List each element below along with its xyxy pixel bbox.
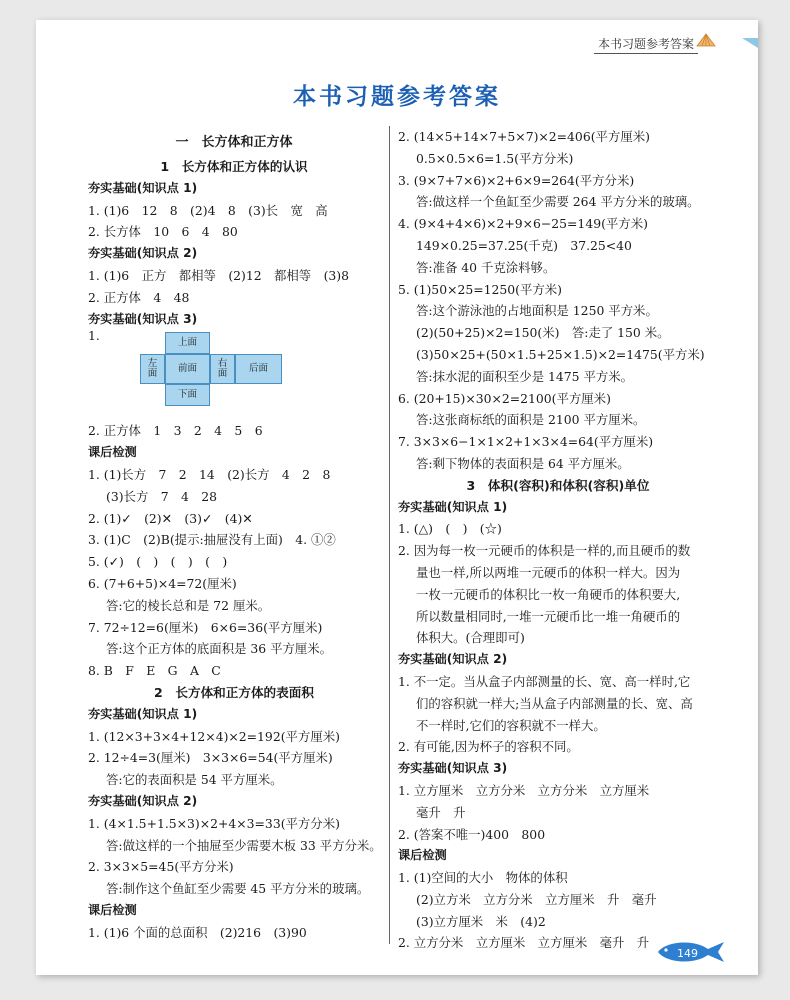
answer-line: 3. (1)C (2)B(提示:抽屉没有上面) 4. ①②	[88, 532, 336, 548]
answer-line: 7. 3×3×6−1×1×2+1×3×4=64(平方厘米)	[398, 434, 654, 450]
subsection-heading: 夯实基础(知识点 1)	[398, 499, 508, 514]
answer-line: 2. (14×5+14×7+5×7)×2=406(平方厘米)	[398, 129, 650, 144]
answer-line: 1. 不一定。当从盒子内部测量的长、宽、高一样时,它	[398, 673, 691, 689]
answer-line: 一枚一元硬币的体积比一枚一角硬币的体积要大,	[416, 586, 681, 602]
net-face-top: 上面	[165, 332, 210, 354]
answer-line: 答:这个游泳池的占地面积是 1250 平方米。	[416, 303, 658, 319]
answer-line: 量也一样,所以两堆一元硬币的体积一样大。因为	[416, 564, 681, 580]
subsection-heading: 夯实基础(知识点 3)	[398, 761, 508, 776]
subsection-heading: 夯实基础(知识点 1)	[88, 180, 198, 195]
chapter-heading: 一 长方体和正方体	[175, 135, 293, 150]
answer-number: 1.	[88, 328, 100, 344]
shell-icon	[696, 33, 716, 47]
answer-line: 2. 有可能,因为杯子的容积不同。	[398, 739, 579, 755]
answer-line: 0.5×0.5×6=1.5(平方分米)	[416, 150, 574, 166]
subsection-heading: 课后检测	[398, 848, 447, 863]
answer-line: 5. (✓) ( ) ( ) ( )	[88, 554, 228, 570]
page-title: 本书习题参考答案	[293, 84, 501, 110]
answer-line: 1. (1)6 12 8 (2)4 8 (3)长 宽 高	[88, 202, 328, 218]
answer-line: 答:它的表面积是 54 平方厘米。	[106, 772, 283, 788]
net-face-bottom: 下面	[165, 384, 210, 406]
net-face-left: 左面	[140, 354, 165, 384]
left-column	[88, 130, 380, 944]
answer-line: 答:这个正方体的底面积是 36 平方厘米。	[106, 641, 333, 657]
subsection-heading: 夯实基础(知识点 2)	[88, 793, 198, 808]
answer-line: 答:准备 40 千克涂料够。	[416, 259, 556, 275]
answer-line: 2. 因为每一枚一元硬币的体积是一样的,而且硬币的数	[398, 543, 691, 559]
answer-line: 2. 长方体 10 6 4 80	[88, 224, 238, 240]
subsection-heading: 课后检测	[88, 902, 137, 917]
answer-line: 答:做这样的一个抽屉至少需要木板 33 平方分米。	[106, 837, 382, 853]
answer-line: 毫升 升	[416, 804, 466, 820]
net-face-back: 后面	[235, 354, 282, 384]
answer-line: 2. (答案不唯一)400 800	[398, 826, 546, 842]
answer-line: 1. (4×1.5+1.5×3)×2+4×3=33(平方分米)	[88, 815, 340, 831]
answer-line: 149×0.25=37.25(千克) 37.25<40	[416, 237, 632, 253]
answer-line: 1. (1)空间的大小 物体的体积	[398, 870, 568, 886]
answer-line: 7. 72÷12=6(厘米) 6×6=36(平方厘米)	[88, 619, 323, 635]
section-heading: 2 长方体和正方体的表面积	[154, 684, 314, 700]
subsection-heading: 夯实基础(知识点 3)	[88, 311, 198, 326]
net-face-right: 右面	[210, 354, 235, 384]
answer-line: (3)长方 7 4 28	[106, 488, 218, 504]
subsection-heading: 夯实基础(知识点 1)	[88, 706, 198, 721]
answer-line: 2. 3×3×5=45(平方分米)	[88, 859, 234, 875]
answer-line: 答:抹水泥的面积至少是 1475 平方米。	[416, 368, 634, 384]
corner-decoration	[742, 38, 758, 48]
answer-line: 2. 立方分米 立方厘米 立方厘米 毫升 升	[398, 935, 650, 951]
answer-line: (2)(50+25)×2=150(米) 答:走了 150 米。	[416, 325, 670, 341]
net-face-front: 前面	[165, 354, 210, 384]
page-number: 149	[677, 947, 698, 960]
answer-line: 6. (20+15)×30×2=2100(平方厘米)	[398, 390, 611, 406]
answer-line: 不一样时,它们的容积就不一样大。	[416, 717, 606, 733]
answer-line: 1. (1)6 个面的总面积 (2)216 (3)90	[88, 924, 307, 940]
running-header: 本书习题参考答案	[594, 35, 698, 54]
right-column	[398, 126, 718, 954]
answer-line: 答:这张商标纸的面积是 2100 平方厘米。	[416, 412, 646, 428]
column-divider	[389, 126, 390, 944]
answer-line: 体积大。(合理即可)	[416, 630, 525, 646]
answer-line: 6. (7+6+5)×4=72(厘米)	[88, 575, 237, 591]
answer-line: 答:做这样一个鱼缸至少需要 264 平方分米的玻璃。	[416, 194, 700, 210]
answer-line: 2. (1)✓ (2)✕ (3)✓ (4)✕	[88, 510, 253, 526]
answer-line: 答:它的棱长总和是 72 厘米。	[106, 597, 271, 613]
subsection-heading: 夯实基础(知识点 2)	[398, 652, 508, 667]
answer-line: 2. 正方体 4 48	[88, 289, 190, 305]
answer-line: 1. (12×3+3×4+12×4)×2=192(平方厘米)	[88, 728, 340, 744]
section-heading: 3 体积(容积)和体积(容积)单位	[466, 477, 650, 493]
cube-net-diagram	[88, 330, 380, 420]
answer-line: 1. 立方厘米 立方分米 立方分米 立方厘米	[398, 782, 650, 798]
answer-line: (2)立方米 立方分米 立方厘米 升 毫升	[416, 891, 657, 907]
section-heading: 1 长方体和正方体的认识	[160, 159, 308, 174]
answer-line: (3)50×25+(50×1.5+25×1.5)×2=1475(平方米)	[416, 346, 705, 362]
answer-line: 8. B F E G A C	[88, 663, 221, 679]
textbook-page	[36, 20, 758, 975]
answer-line: (3)立方厘米 米 (4)2	[416, 913, 546, 929]
answer-line: 答:剩下物体的表面积是 64 平方厘米。	[416, 455, 630, 471]
answer-line: 2. 12÷4=3(厘米) 3×3×6=54(平方厘米)	[88, 750, 333, 766]
answer-line: 4. (9×4+4×6)×2+9×6−25=149(平方米)	[398, 216, 648, 232]
subsection-heading: 夯实基础(知识点 2)	[88, 246, 198, 261]
answer-line: 1. (△) ( ) (☆)	[398, 521, 502, 537]
answer-line: 答:制作这个鱼缸至少需要 45 平方分米的玻璃。	[106, 881, 370, 897]
answer-line: 3. (9×7+7×6)×2+6×9=264(平方分米)	[398, 172, 635, 188]
answer-line: 1. (1)6 正方 都相等 (2)12 都相等 (3)8	[88, 267, 350, 283]
answer-line: 所以数量相同时,一堆一元硬币比一堆一角硬币的	[416, 608, 681, 624]
answer-line: 2. 正方体 1 3 2 4 5 6	[88, 423, 263, 439]
answer-line: 5. (1)50×25=1250(平方米)	[398, 281, 562, 297]
answer-line: 们的容积就一样大;当从盒子内部测量的长、宽、高	[416, 695, 693, 711]
subsection-heading: 课后检测	[88, 445, 137, 460]
answer-line: 1. (1)长方 7 2 14 (2)长方 4 2 8	[88, 466, 331, 482]
